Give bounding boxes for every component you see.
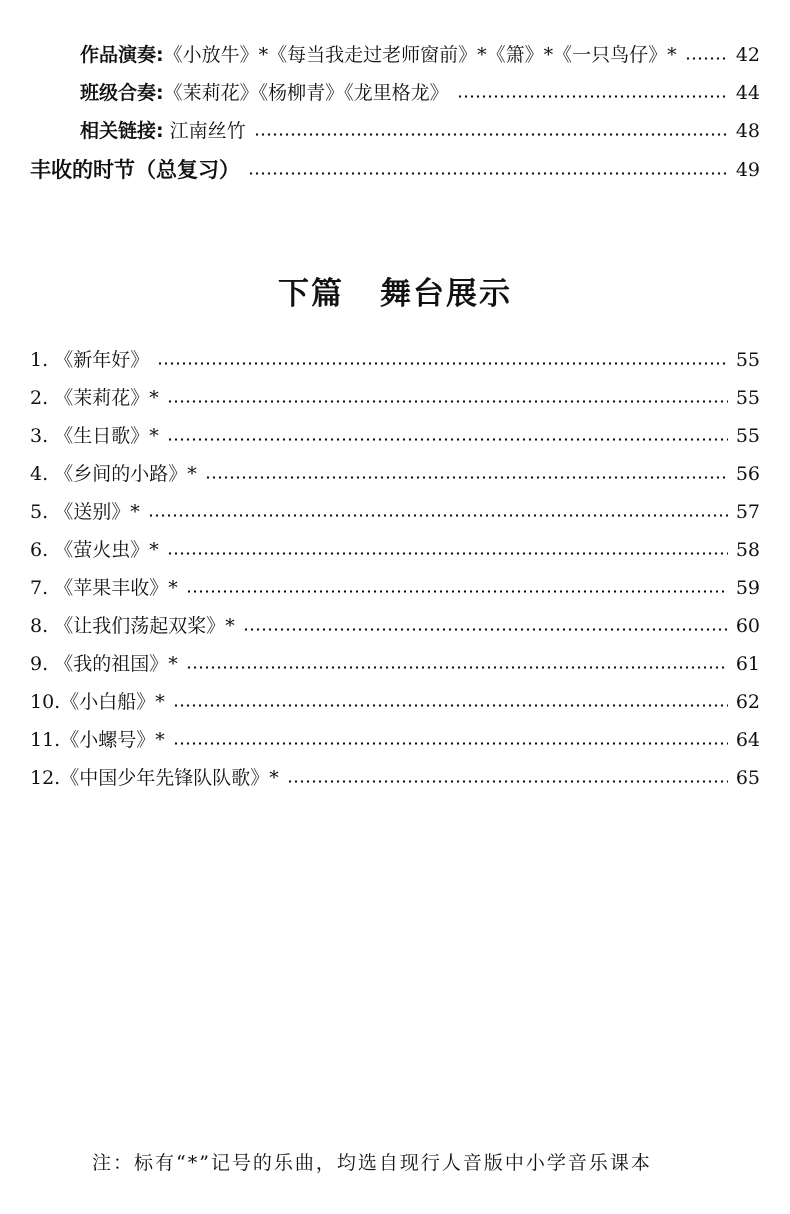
item-number: 11. — [30, 729, 61, 751]
dot-leader — [254, 133, 728, 136]
item-title: 《送别》* — [54, 501, 140, 523]
item-number: 8. — [30, 615, 49, 637]
dot-leader — [148, 514, 728, 517]
dot-leader — [157, 362, 728, 365]
toc-item[interactable] — [30, 611, 760, 641]
toc-item[interactable] — [30, 345, 760, 375]
dot-leader — [167, 438, 728, 441]
toc-item[interactable] — [30, 383, 760, 413]
page-number: 55 — [735, 425, 760, 447]
entry-title: 丰收的时节（总复习） — [30, 158, 240, 182]
toc-item[interactable] — [30, 421, 760, 451]
toc-item[interactable] — [30, 687, 760, 717]
page-number: 64 — [735, 729, 760, 751]
dot-leader — [173, 704, 728, 707]
item-title: 《小白船》* — [60, 691, 165, 713]
page-number: 42 — [735, 44, 760, 66]
entry-text: 《茉莉花》《杨柳青》《龙里格龙》 — [163, 82, 449, 104]
page-number: 44 — [735, 82, 760, 104]
dot-leader — [457, 95, 728, 98]
page-number: 62 — [735, 691, 760, 713]
entry-heading: 相关链接: — [80, 120, 164, 142]
page-number: 58 — [735, 539, 760, 561]
item-title: 《萤火虫》* — [54, 539, 159, 561]
item-number: 9. — [30, 653, 49, 675]
toc-item[interactable] — [30, 497, 760, 527]
dot-leader — [243, 628, 728, 631]
page-number: 55 — [735, 387, 760, 409]
entry-text: 《小放牛》*《每当我走过老师窗前》*《箫》*《一只鸟仔》* — [163, 44, 677, 66]
toc-item[interactable] — [30, 725, 760, 755]
dot-leader — [685, 57, 728, 60]
dot-leader — [173, 742, 728, 745]
page-number: 55 — [735, 349, 760, 371]
toc-entry-review[interactable] — [30, 155, 760, 185]
toc-item[interactable] — [30, 649, 760, 679]
dot-leader — [186, 590, 728, 593]
item-title: 《小螺号》* — [60, 729, 165, 751]
item-number: 6. — [30, 539, 49, 561]
toc-entry-ensemble[interactable] — [80, 78, 760, 108]
page-number: 48 — [735, 120, 760, 142]
item-number: 7. — [30, 577, 49, 599]
item-title: 《苹果丰收》* — [54, 577, 178, 599]
item-number: 10. — [30, 691, 61, 713]
dot-leader — [287, 780, 728, 783]
entry-heading: 作品演奏: — [80, 44, 164, 66]
dot-leader — [167, 400, 728, 403]
item-number: 3. — [30, 425, 49, 447]
entry-text: 江南丝竹 — [169, 120, 246, 142]
section-title-part1: 下篇 — [278, 276, 344, 312]
item-title: 《乡间的小路》* — [54, 463, 197, 485]
toc-item[interactable] — [30, 573, 760, 603]
toc-item[interactable] — [30, 763, 760, 793]
page-number: 57 — [735, 501, 760, 523]
item-title: 《新年好》 — [54, 349, 150, 371]
item-number: 12. — [30, 767, 61, 789]
page-number: 65 — [735, 767, 760, 789]
dot-leader — [205, 476, 728, 479]
footnote: 注：标有“*”记号的乐曲，均选自现行人音版中小学音乐课本 — [92, 1152, 652, 1174]
entry-heading: 班级合奏: — [80, 82, 164, 104]
item-number: 1. — [30, 349, 49, 371]
item-title: 《中国少年先锋队队歌》* — [60, 767, 279, 789]
toc-item[interactable] — [30, 535, 760, 565]
section-title-part2: 舞台展示 — [380, 276, 512, 312]
toc-item[interactable] — [30, 459, 760, 489]
toc-entry-performance[interactable] — [80, 40, 760, 70]
dot-leader — [186, 666, 728, 669]
item-number: 5. — [30, 501, 49, 523]
item-title: 《生日歌》* — [54, 425, 159, 447]
item-number: 2. — [30, 387, 49, 409]
dot-leader — [167, 552, 728, 555]
page-number: 56 — [735, 463, 760, 485]
page-number: 61 — [735, 653, 760, 675]
item-title: 《让我们荡起双桨》* — [54, 615, 235, 637]
item-title: 《茉莉花》* — [54, 387, 159, 409]
page-number: 60 — [735, 615, 760, 637]
section-title — [0, 268, 790, 313]
dot-leader — [248, 172, 728, 175]
item-title: 《我的祖国》* — [54, 653, 178, 675]
item-number: 4. — [30, 463, 49, 485]
page-number: 49 — [735, 159, 760, 181]
page-number: 59 — [735, 577, 760, 599]
toc-entry-links[interactable] — [80, 116, 760, 146]
